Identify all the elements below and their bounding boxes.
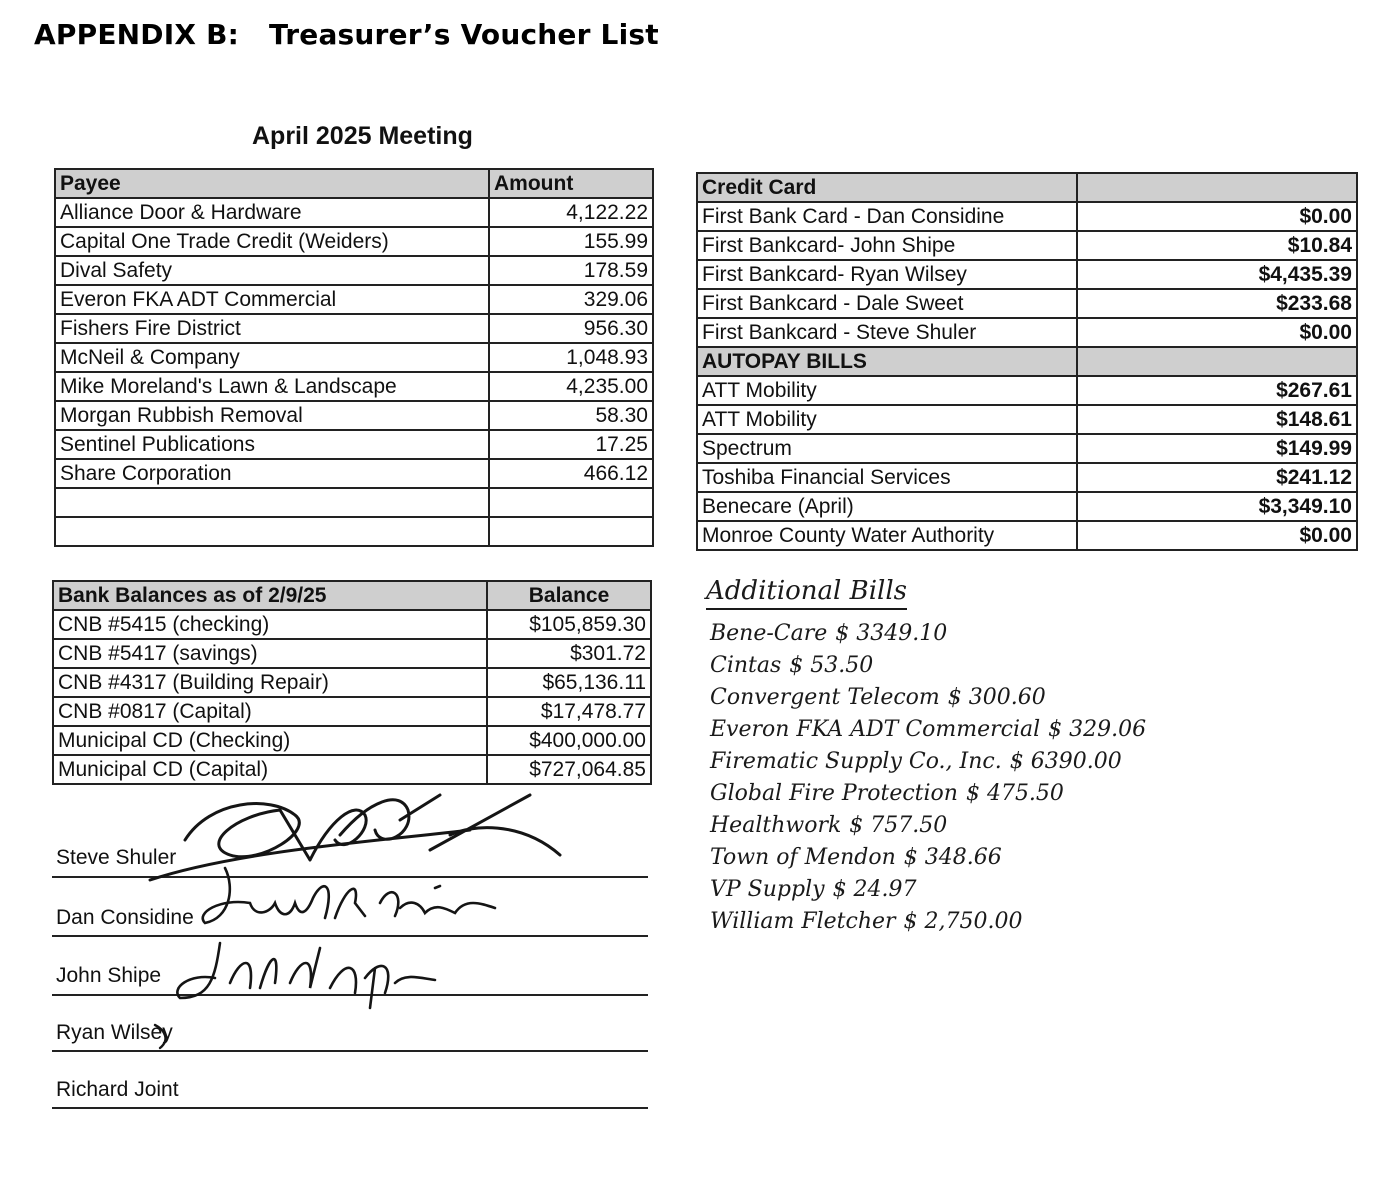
additional-bills-title: Additional Bills (706, 576, 907, 610)
additional-bill-amount: $ 300.60 (947, 685, 1046, 710)
payee-column-header: Payee (55, 169, 489, 198)
payee-table (54, 168, 654, 547)
additional-bill-item (710, 842, 1146, 874)
credit-card-row (697, 260, 1357, 289)
autopay-row (697, 434, 1357, 463)
bank-balance-row-value: $105,859.30 (487, 610, 651, 639)
autopay-row-value: $148.61 (1077, 405, 1357, 434)
payee-row-value: 956.30 (489, 314, 653, 343)
additional-bill-amount: $ 329.06 (1048, 717, 1147, 742)
bank-balance-row-label: CNB #0817 (Capital) (53, 697, 487, 726)
credit-card-row (697, 231, 1357, 260)
bank-balance-row-label: CNB #5415 (checking) (53, 610, 487, 639)
payee-row (55, 314, 653, 343)
bank-column-header: Bank Balances as of 2/9/25 (53, 581, 487, 610)
payee-row (55, 517, 653, 546)
payee-row (55, 430, 653, 459)
credit-card-row-label: First Bankcard- John Shipe (697, 231, 1077, 260)
autopay-row (697, 521, 1357, 550)
payee-row-label: Share Corporation (55, 459, 489, 488)
credit-card-row-label: First Bank Card - Dan Considine (697, 202, 1077, 231)
payee-row-label (55, 488, 489, 517)
payee-row (55, 256, 653, 285)
signatory-name: Richard Joint (56, 1078, 179, 1101)
bank-balance-row-label: Municipal CD (Checking) (53, 726, 487, 755)
additional-bills-list (710, 618, 1146, 938)
additional-bill-amount: $ 757.50 (849, 813, 948, 838)
bank-balance-row-label: CNB #5417 (savings) (53, 639, 487, 668)
signatory-name: Dan Considine (56, 906, 194, 929)
payee-row (55, 198, 653, 227)
credit-card-row-label: First Bankcard - Dale Sweet (697, 289, 1077, 318)
additional-bill-item (710, 682, 1146, 714)
additional-bill-amount: $ 2,750.00 (903, 909, 1023, 934)
payee-row-value: 178.59 (489, 256, 653, 285)
payee-row-label: Morgan Rubbish Removal (55, 401, 489, 430)
bank-balance-row (53, 726, 651, 755)
credit-card-row-label: First Bankcard - Steve Shuler (697, 318, 1077, 347)
balance-column-header: Balance (487, 581, 651, 610)
bank-balance-row-value: $301.72 (487, 639, 651, 668)
credit-card-row (697, 202, 1357, 231)
signatory-name: Steve Shuler (56, 846, 177, 869)
credit-card-row (697, 318, 1357, 347)
credit-card-row (697, 289, 1357, 318)
payee-row-label: Dival Safety (55, 256, 489, 285)
payee-row (55, 285, 653, 314)
bank-balance-row (53, 610, 651, 639)
additional-bill-payee: Cintas (710, 653, 782, 678)
additional-bill-payee: Everon FKA ADT Commercial (710, 717, 1041, 742)
payee-row (55, 401, 653, 430)
payee-row-label: Everon FKA ADT Commercial (55, 285, 489, 314)
autopay-row-label: ATT Mobility (697, 405, 1077, 434)
bank-balance-row (53, 668, 651, 697)
credit-card-column-header: Credit Card (697, 173, 1077, 202)
bank-balance-row-value: $400,000.00 (487, 726, 651, 755)
credit-card-table (696, 172, 1358, 551)
bank-balance-row-value: $65,136.11 (487, 668, 651, 697)
payee-row-label: Mike Moreland's Lawn & Landscape (55, 372, 489, 401)
payee-row-value (489, 488, 653, 517)
additional-bill-amount: $ 6390.00 (1009, 749, 1122, 774)
additional-bill-payee: Healthwork (710, 813, 842, 838)
autopay-row-value: $267.61 (1077, 376, 1357, 405)
credit-card-header-row (697, 173, 1357, 202)
signature-line (52, 1107, 648, 1109)
bank-balance-row (53, 697, 651, 726)
autopay-row-value: $3,349.10 (1077, 492, 1357, 521)
autopay-row-label: Monroe County Water Authority (697, 521, 1077, 550)
additional-bill-payee: Firematic Supply Co., Inc. (710, 749, 1002, 774)
credit-card-row-label: First Bankcard- Ryan Wilsey (697, 260, 1077, 289)
additional-bill-item (710, 650, 1146, 682)
bank-balance-row-label: Municipal CD (Capital) (53, 755, 487, 784)
autopay-row (697, 492, 1357, 521)
autopay-row-value: $0.00 (1077, 521, 1357, 550)
autopay-row (697, 376, 1357, 405)
additional-bill-amount: $ 24.97 (832, 877, 917, 902)
payee-row-label (55, 517, 489, 546)
additional-bill-amount: $ 348.66 (903, 845, 1002, 870)
payee-row-value: 4,235.00 (489, 372, 653, 401)
additional-bill-item (710, 618, 1146, 650)
payee-row-label: Alliance Door & Hardware (55, 198, 489, 227)
bank-header-row (53, 581, 651, 610)
bank-balances-table (52, 580, 652, 785)
additional-bill-payee: VP Supply (710, 877, 825, 902)
signature-line (52, 1050, 648, 1052)
additional-bill-payee: Global Fire Protection (710, 781, 958, 806)
appendix-label: APPENDIX B: (34, 18, 240, 51)
payee-row-label: Fishers Fire District (55, 314, 489, 343)
additional-bill-amount: $ 475.50 (965, 781, 1064, 806)
additional-bill-payee: Bene-Care (710, 621, 828, 646)
payee-row-value: 58.30 (489, 401, 653, 430)
credit-card-amount-header (1077, 173, 1357, 202)
additional-bill-item (710, 810, 1146, 842)
additional-bill-item (710, 778, 1146, 810)
autopay-row-label: Toshiba Financial Services (697, 463, 1077, 492)
payee-row-value: 329.06 (489, 285, 653, 314)
autopay-row-label: Spectrum (697, 434, 1077, 463)
additional-bill-amount: $ 3349.10 (835, 621, 948, 646)
autopay-header-row (697, 347, 1357, 376)
autopay-header-row-label: AUTOPAY BILLS (697, 347, 1077, 376)
payee-row (55, 488, 653, 517)
additional-bill-payee: William Fletcher (710, 909, 896, 934)
autopay-row-label: ATT Mobility (697, 376, 1077, 405)
payee-row-value (489, 517, 653, 546)
additional-bill-item (710, 874, 1146, 906)
payee-header-row (55, 169, 653, 198)
amount-column-header: Amount (489, 169, 653, 198)
credit-card-row-value: $0.00 (1077, 202, 1357, 231)
payee-row-label: Capital One Trade Credit (Weiders) (55, 227, 489, 256)
credit-card-row-value: $0.00 (1077, 318, 1357, 347)
page-heading (34, 18, 659, 51)
additional-bill-payee: Convergent Telecom (710, 685, 940, 710)
payee-row (55, 372, 653, 401)
bank-balance-row-value: $17,478.77 (487, 697, 651, 726)
payee-row-value: 466.12 (489, 459, 653, 488)
payee-row-label: McNeil & Company (55, 343, 489, 372)
payee-row-value: 155.99 (489, 227, 653, 256)
autopay-header-row-value (1077, 347, 1357, 376)
signature-john-shipe (170, 938, 450, 1018)
additional-bill-amount: $ 53.50 (789, 653, 874, 678)
appendix-title: Treasurer’s Voucher List (269, 18, 659, 51)
payee-row-label: Sentinel Publications (55, 430, 489, 459)
signatory-name: John Shipe (56, 964, 162, 987)
credit-card-row-value: $4,435.39 (1077, 260, 1357, 289)
additional-bill-item (710, 746, 1146, 778)
payee-row-value: 17.25 (489, 430, 653, 459)
additional-bill-payee: Town of Mendon (710, 845, 896, 870)
additional-bill-item (710, 906, 1146, 938)
payee-row (55, 343, 653, 372)
autopay-row-label: Benecare (April) (697, 492, 1077, 521)
autopay-row (697, 405, 1357, 434)
signature-mark (150, 1020, 180, 1050)
payee-row-value: 4,122.22 (489, 198, 653, 227)
credit-card-row-value: $233.68 (1077, 289, 1357, 318)
bank-balance-row (53, 639, 651, 668)
meeting-title: April 2025 Meeting (252, 122, 473, 150)
credit-card-row-value: $10.84 (1077, 231, 1357, 260)
signatory-name: Ryan Wilsey (56, 1021, 173, 1044)
payee-row (55, 227, 653, 256)
bank-balance-row-label: CNB #4317 (Building Repair) (53, 668, 487, 697)
autopay-row (697, 463, 1357, 492)
autopay-row-value: $149.99 (1077, 434, 1357, 463)
signature-dan-considine (195, 858, 515, 938)
additional-bill-item (710, 714, 1146, 746)
payee-row-value: 1,048.93 (489, 343, 653, 372)
bank-balance-row-value: $727,064.85 (487, 755, 651, 784)
autopay-row-value: $241.12 (1077, 463, 1357, 492)
payee-row (55, 459, 653, 488)
